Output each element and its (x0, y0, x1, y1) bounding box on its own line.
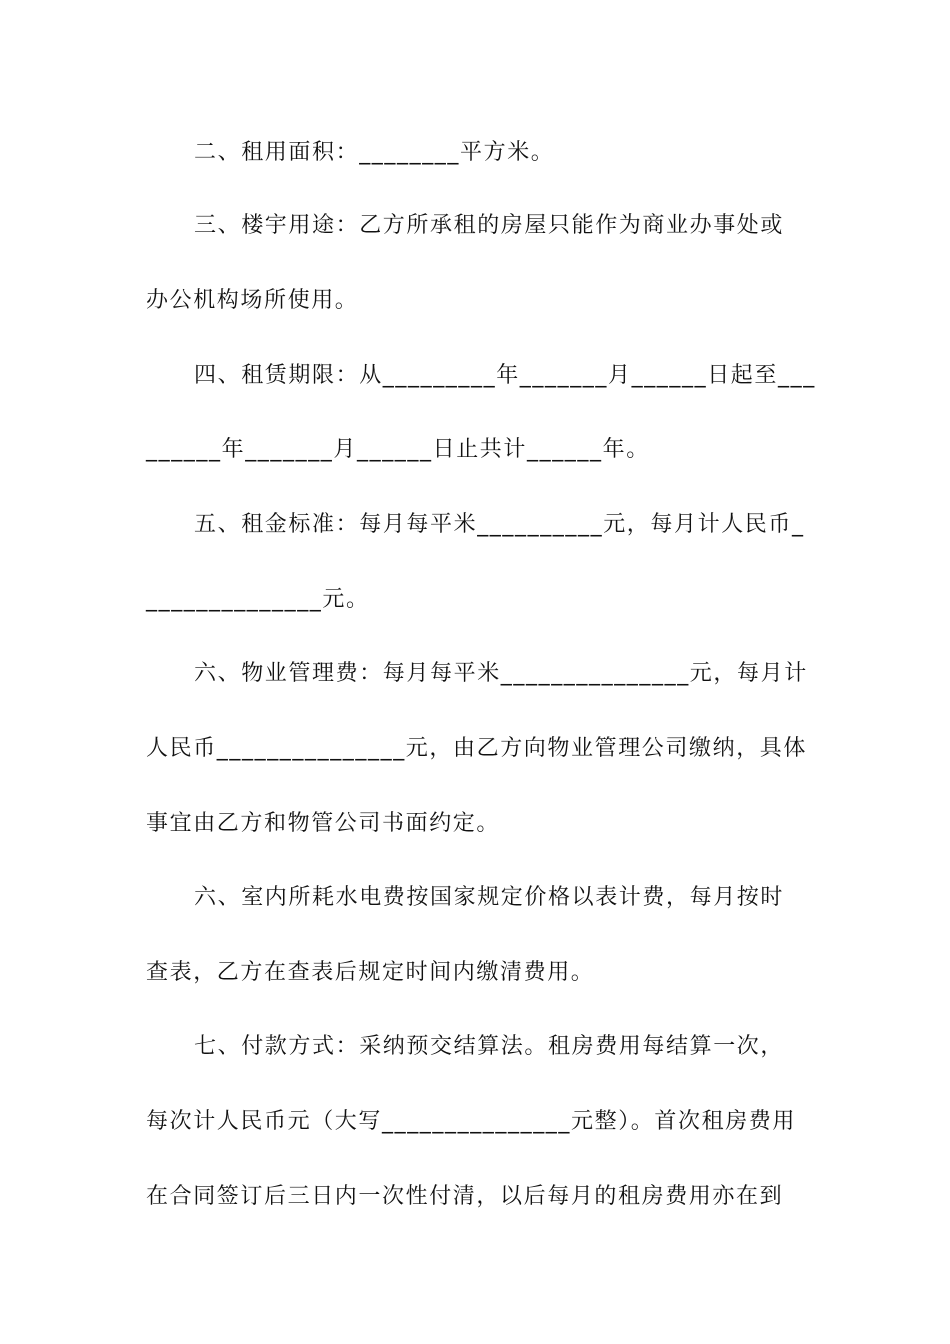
clause-rent-standard: 五、租金标准：每月每平米__________元，每月计人民币_ (194, 512, 805, 537)
clause-rental-area: 二、租用面积：________平方米。 (194, 140, 555, 165)
clause-payment-method-continued-2: 在合同签订后三日内一次性付清，以后每月的租房费用亦在到 (146, 1184, 784, 1209)
clause-property-management-fee-continued: 人民币_______________元，由乙方向物业管理公司缴纳，具体 (146, 736, 808, 761)
clause-lease-term: 四、租赁期限：从_________年_______月______日起至___ (194, 363, 816, 388)
clause-utilities: 六、室内所耗水电费按国家规定价格以表计费，每月按时 (194, 885, 785, 910)
clause-building-use-continued: 办公机构场所使用。 (146, 288, 359, 313)
clause-rent-standard-continued: ______________元。 (146, 587, 370, 612)
clause-building-use: 三、楼宇用途：乙方所承租的房屋只能作为商业办事处或 (194, 213, 785, 238)
clause-property-management-fee: 六、物业管理费：每月每平米_______________元，每月计 (194, 661, 808, 686)
clause-lease-term-continued: ______年_______月______日止共计______年。 (146, 437, 650, 462)
clause-utilities-continued: 查表，乙方在查表后规定时间内缴清费用。 (146, 960, 595, 985)
clause-payment-method: 七、付款方式：采纳预交结算法。租房费用每结算一次， (194, 1034, 785, 1059)
clause-payment-method-continued: 每次计人民币元（大写_______________元整）。首次租房费用 (146, 1109, 797, 1134)
clause-property-management-fee-continued-2: 事宜由乙方和物管公司书面约定。 (146, 811, 501, 836)
